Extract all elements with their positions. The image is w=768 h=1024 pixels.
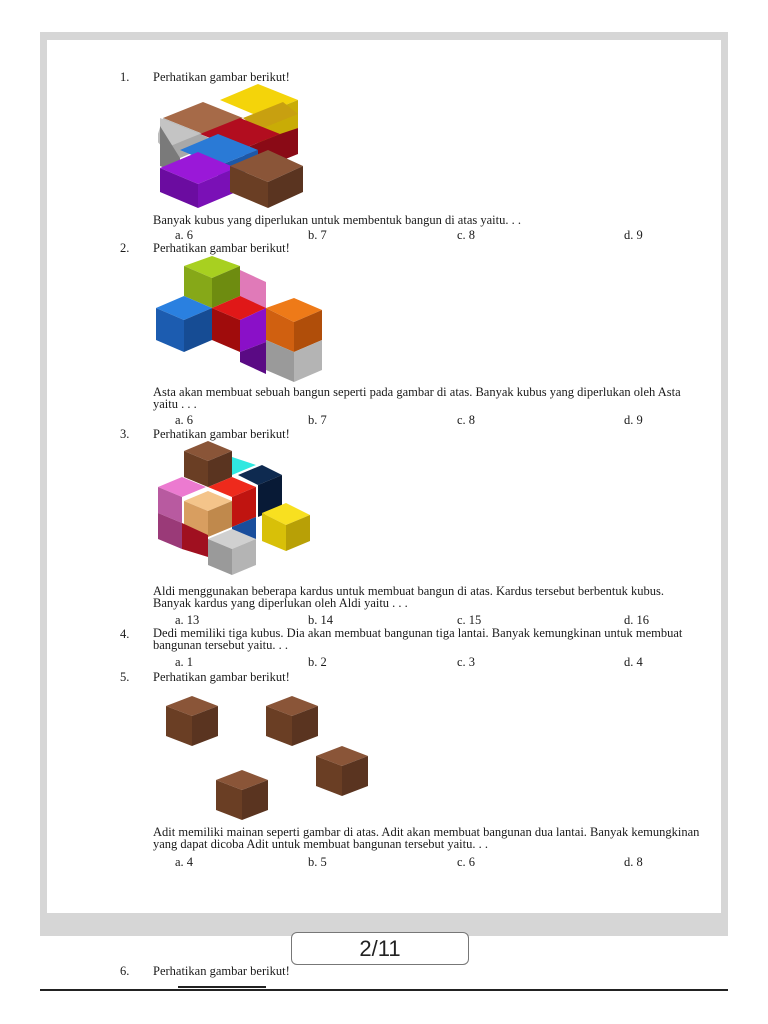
option-c[interactable]: c. 15 <box>457 613 482 627</box>
question-prompt: Perhatikan gambar berikut! <box>153 670 290 684</box>
option-b[interactable]: b. 14 <box>308 613 333 627</box>
divider <box>178 986 266 988</box>
cube-figure-5 <box>160 692 372 822</box>
cube-figure-3 <box>158 441 310 576</box>
page-indicator: 2/11 <box>291 932 469 965</box>
option-b[interactable]: b. 5 <box>308 855 327 869</box>
option-c[interactable]: c. 3 <box>457 655 476 669</box>
option-d[interactable]: d. 8 <box>624 855 643 869</box>
answer-options <box>175 613 675 627</box>
brown-cube <box>316 746 368 796</box>
option-d[interactable]: d. 4 <box>624 655 643 669</box>
option-a[interactable]: a. 13 <box>175 613 200 627</box>
option-a[interactable]: a. 6 <box>175 413 194 427</box>
document-page <box>47 40 721 913</box>
question-text: Adit memiliki mainan seperti gambar di atas. Adit akan membuat bangunan dua lantai. Banyak kemungkinan yang dapat dicoba Adit untuk membuat bangunan tersebut yaitu. . . <box>153 825 700 851</box>
question-text: Banyak kubus yang diperlukan untuk membentuk bangun di atas yaitu. . . <box>153 213 521 227</box>
answer-options <box>175 413 675 427</box>
option-a[interactable]: a. 1 <box>175 655 194 669</box>
option-d[interactable]: d. 16 <box>624 613 649 627</box>
question-number: 2. <box>120 241 130 255</box>
cube-figure-1 <box>158 84 303 210</box>
option-c[interactable]: c. 8 <box>457 413 476 427</box>
question-number: 5. <box>120 670 130 684</box>
question-number: 6. <box>120 964 130 978</box>
answer-options <box>175 228 675 242</box>
brown-cube <box>266 696 318 746</box>
option-b[interactable]: b. 7 <box>308 413 327 427</box>
question-prompt: Perhatikan gambar berikut! <box>153 964 290 978</box>
question-prompt: Perhatikan gambar berikut! <box>153 70 290 84</box>
option-d[interactable]: d. 9 <box>624 228 643 242</box>
option-d[interactable]: d. 9 <box>624 413 643 427</box>
question-number: 1. <box>120 70 130 84</box>
option-b[interactable]: b. 2 <box>308 655 327 669</box>
option-b[interactable]: b. 7 <box>308 228 327 242</box>
option-c[interactable]: c. 6 <box>457 855 476 869</box>
brown-cube <box>216 770 268 820</box>
divider <box>40 989 728 991</box>
option-a[interactable]: a. 4 <box>175 855 194 869</box>
question-prompt: Perhatikan gambar berikut! <box>153 241 290 255</box>
answer-options <box>175 655 675 669</box>
answer-options <box>175 855 675 869</box>
question-prompt: Dedi memiliki tiga kubus. Dia akan membuat bangunan tiga lantai. Banyak kemungkinan untuk membuat bangunan tersebut yaitu. . . <box>153 626 683 652</box>
question-number: 4. <box>120 627 130 641</box>
brown-cube <box>166 696 218 746</box>
question-text: Asta akan membuat sebuah bangun seperti pada gambar di atas. Banyak kubus yang diperlukan oleh Asta yaitu . . . <box>153 385 681 411</box>
option-a[interactable]: a. 6 <box>175 228 194 242</box>
question-prompt: Perhatikan gambar berikut! <box>153 427 290 441</box>
option-c[interactable]: c. 8 <box>457 228 476 242</box>
question-text: Aldi menggunakan beberapa kardus untuk membuat bangun di atas. Kardus tersebut berbentuk kubus. Banyak kardus yang diperlukan oleh Aldi yaitu . . . <box>153 584 664 610</box>
cube-figure-2 <box>156 256 324 382</box>
question-number: 3. <box>120 427 130 441</box>
